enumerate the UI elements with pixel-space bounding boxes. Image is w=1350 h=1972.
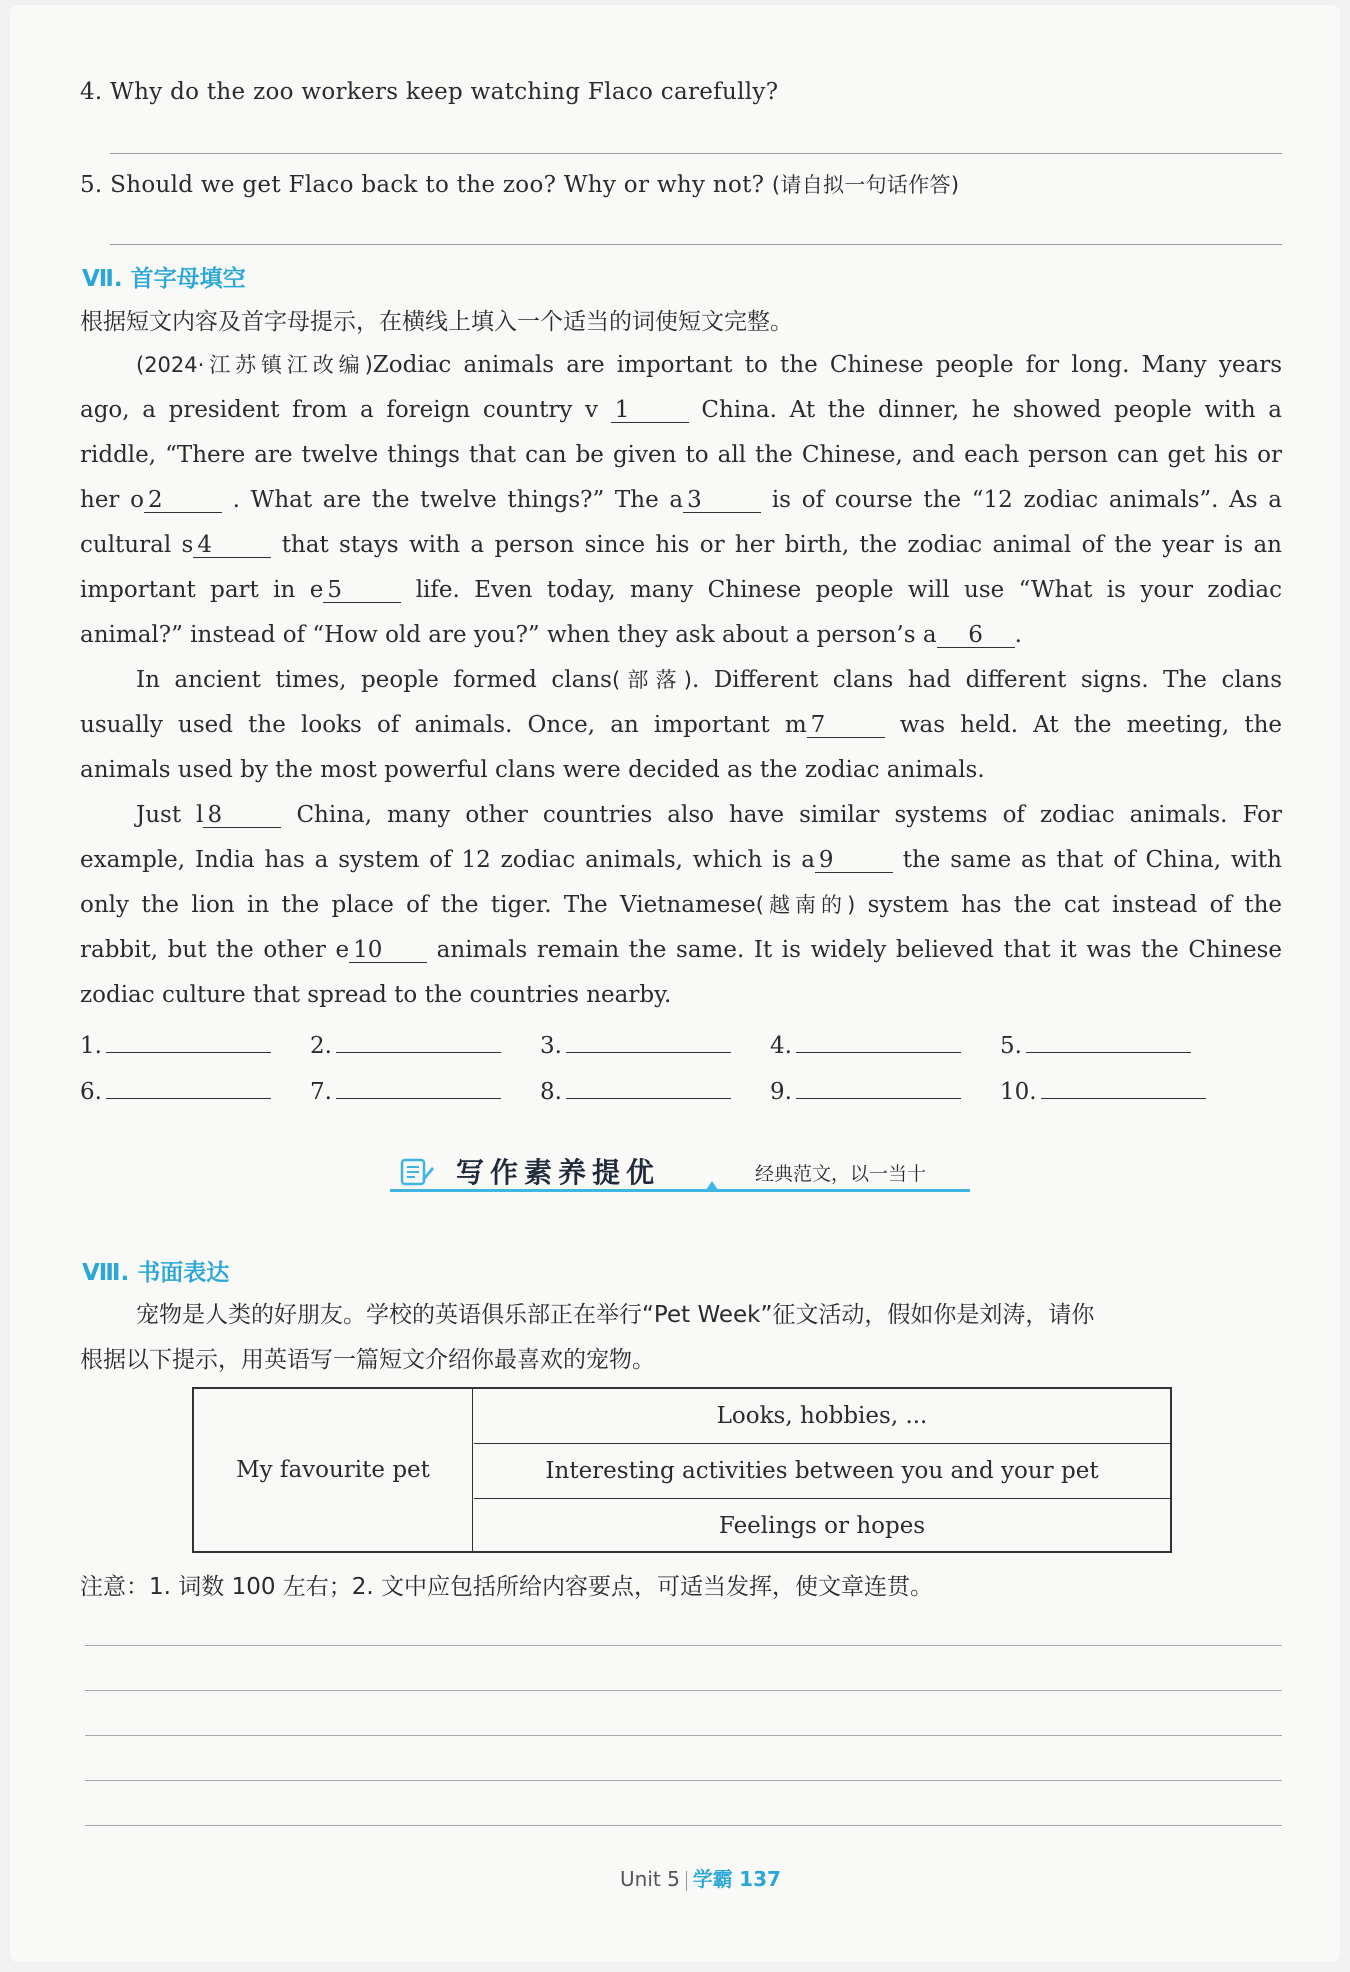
passage-text: system has the cat instead of the xyxy=(867,892,1283,918)
answer-label: 3. xyxy=(540,1033,562,1059)
blank-4[interactable]: 4 xyxy=(193,533,271,558)
answer-label: 4. xyxy=(770,1033,792,1059)
passage-line xyxy=(80,343,1282,388)
footer-brand: 学霸 xyxy=(692,1867,733,1891)
writing-line[interactable] xyxy=(85,1780,1282,1781)
footer-unit: Unit 5 xyxy=(620,1867,680,1891)
answer-label: 8. xyxy=(540,1079,562,1105)
passage-line xyxy=(80,973,1282,1018)
writing-prompt-table xyxy=(192,1387,1172,1553)
passage-line xyxy=(80,478,1282,523)
passage-line xyxy=(80,523,1282,568)
page-number: 137 xyxy=(739,1867,781,1891)
passage-text: usually used the looks of animals. Once, an important m xyxy=(80,712,807,738)
passage-text: . xyxy=(1014,622,1022,648)
passage-line xyxy=(80,658,1282,703)
passage-text: cultural s xyxy=(80,532,194,558)
passage-text: China, many other countries also have similar systems of zodiac animals. For xyxy=(296,802,1282,828)
passage-text: Just l xyxy=(136,802,204,828)
passage-text: that stays with a person since his or her birth, the zodiac animal of the year is an xyxy=(281,532,1282,558)
answer-label: 9. xyxy=(770,1079,792,1105)
passage-line xyxy=(80,703,1282,748)
answer-label: 2. xyxy=(310,1033,332,1059)
section-7-title: Ⅶ. 首字母填空 xyxy=(82,266,246,292)
passage-text: zodiac culture that spread to the countries nearby. xyxy=(80,982,672,1008)
passage-text: was held. At the meeting, the xyxy=(899,712,1282,738)
passage-line xyxy=(80,928,1282,973)
writing-line[interactable] xyxy=(85,1735,1282,1736)
passage-text: animals used by the most powerful clans were decided as the zodiac animals. xyxy=(80,757,985,783)
passage-text: Zodiac animals are important to the Chinese people for long. Many years xyxy=(372,352,1282,378)
passage-source: (2024·江苏镇江改编) xyxy=(136,353,373,377)
section-7-instruction: 根据短文内容及首字母提示，在横线上填入一个适当的词使短文完整。 xyxy=(80,309,793,335)
passage-text: her o xyxy=(80,487,144,513)
answer-field-7[interactable] xyxy=(310,1078,501,1105)
table-row-looks: Looks, hobbies, ... xyxy=(474,1389,1170,1444)
passage-text: only the lion in the place of the tiger. The Vietnamese xyxy=(80,892,756,918)
question-5-text: 5. Should we get Flaco back to the zoo? Why or why not? xyxy=(80,172,765,198)
passage-text: animal?” instead of “How old are you?” when they ask about a person’s a xyxy=(80,622,937,648)
passage-line xyxy=(80,433,1282,478)
passage-text: . Different clans had different signs. The clans xyxy=(692,667,1283,693)
passage-text: . What are the twelve things?” The a xyxy=(232,487,684,513)
blank-7[interactable]: 7 xyxy=(807,713,885,738)
writing-note: 注意：1. 词数 100 左右；2. 文中应包括所给内容要点，可适当发挥，使文章连贯。 xyxy=(80,1574,934,1600)
answer-label: 6. xyxy=(80,1079,102,1105)
table-row-feelings: Feelings or hopes xyxy=(718,1513,926,1539)
answer-field-9[interactable] xyxy=(770,1078,961,1105)
answer-field-2[interactable] xyxy=(310,1032,501,1059)
passage-line xyxy=(80,388,1282,433)
passage-gloss: (部落) xyxy=(612,668,693,692)
passage-line xyxy=(80,568,1282,613)
blank-9[interactable]: 9 xyxy=(815,848,893,873)
answer-field-10[interactable] xyxy=(1000,1078,1206,1105)
banner-subtitle: 经典范文，以一当十 xyxy=(755,1163,927,1185)
banner-title: 写作素养提优 xyxy=(456,1156,661,1189)
section-8-title: Ⅷ. 书面表达 xyxy=(82,1260,230,1286)
passage-line xyxy=(80,883,1282,928)
passage-text: is of course the “12 zodiac animals”. As a xyxy=(771,487,1283,513)
worksheet-page xyxy=(10,5,1340,1962)
passage-text: rabbit, but the other e xyxy=(80,937,350,963)
passage-text: example, India has a system of 12 zodiac animals, which is a xyxy=(80,847,815,873)
passage-text: the same as that of China, with xyxy=(902,847,1282,873)
answer-field-1[interactable] xyxy=(80,1032,271,1059)
writing-banner xyxy=(390,1145,970,1195)
writing-line[interactable] xyxy=(85,1690,1282,1691)
answer-line-q4 xyxy=(110,153,1282,154)
table-topic-cell: My favourite pet xyxy=(194,1389,473,1551)
page-footer xyxy=(620,1863,781,1892)
banner-underline xyxy=(390,1189,970,1192)
table-row-activities: Interesting activities between you and your pet xyxy=(474,1444,1170,1499)
notepad-pencil-icon xyxy=(400,1157,436,1191)
passage-text: life. Even today, many Chinese people will use “What is your zodiac xyxy=(415,577,1282,603)
question-5 xyxy=(80,169,959,199)
writing-line[interactable] xyxy=(85,1825,1282,1826)
blank-10[interactable]: 10 xyxy=(349,938,427,963)
section-8-prompt-2: 根据以下提示，用英语写一篇短文介绍你最喜欢的宠物。 xyxy=(80,1347,655,1373)
answer-label: 1. xyxy=(80,1033,102,1059)
passage-line xyxy=(80,793,1282,838)
answer-line-q5 xyxy=(110,244,1282,245)
writing-line[interactable] xyxy=(85,1645,1282,1646)
passage-text: ago, a president from a foreign country v xyxy=(80,397,599,423)
answer-label: 5. xyxy=(1000,1033,1022,1059)
passage-gloss: (越南的) xyxy=(755,893,856,917)
passage-text: riddle, “There are twelve things that can be given to all the Chinese, and each person can get his or xyxy=(80,442,1282,468)
section-8-prompt-1: 宠物是人类的好朋友。学校的英语俱乐部正在举行“Pet Week”征文活动，假如你是刘涛，请你 xyxy=(136,1302,1095,1328)
blank-6[interactable]: 6 xyxy=(937,623,1015,648)
question-4: 4. Why do the zoo workers keep watching Flaco carefully? xyxy=(80,79,779,105)
question-5-note: (请自拟一句话作答) xyxy=(771,173,960,197)
passage-line xyxy=(80,748,1282,793)
passage-text: China. At the dinner, he showed people with a xyxy=(701,397,1282,423)
answer-label: 10. xyxy=(1000,1079,1037,1105)
passage-line xyxy=(80,838,1282,883)
passage-text: animals remain the same. It is widely believed that it was the Chinese xyxy=(436,937,1283,963)
footer-divider xyxy=(686,1871,687,1891)
blank-5[interactable]: 5 xyxy=(323,578,401,603)
answer-field-4[interactable] xyxy=(770,1032,961,1059)
answer-field-3[interactable] xyxy=(540,1032,731,1059)
answer-field-5[interactable] xyxy=(1000,1032,1191,1059)
blank-8[interactable]: 8 xyxy=(203,803,281,828)
answer-label: 7. xyxy=(310,1079,332,1105)
blank-3[interactable]: 3 xyxy=(683,488,761,513)
answer-field-8[interactable] xyxy=(540,1078,731,1105)
blank-1[interactable]: 1 xyxy=(611,398,689,423)
passage-text: In ancient times, people formed clans xyxy=(136,667,612,693)
blank-2[interactable]: 2 xyxy=(144,488,222,513)
zodiac-passage xyxy=(80,343,1282,1018)
passage-text: important part in e xyxy=(80,577,324,603)
answer-field-6[interactable] xyxy=(80,1078,271,1105)
passage-line xyxy=(80,613,1282,658)
